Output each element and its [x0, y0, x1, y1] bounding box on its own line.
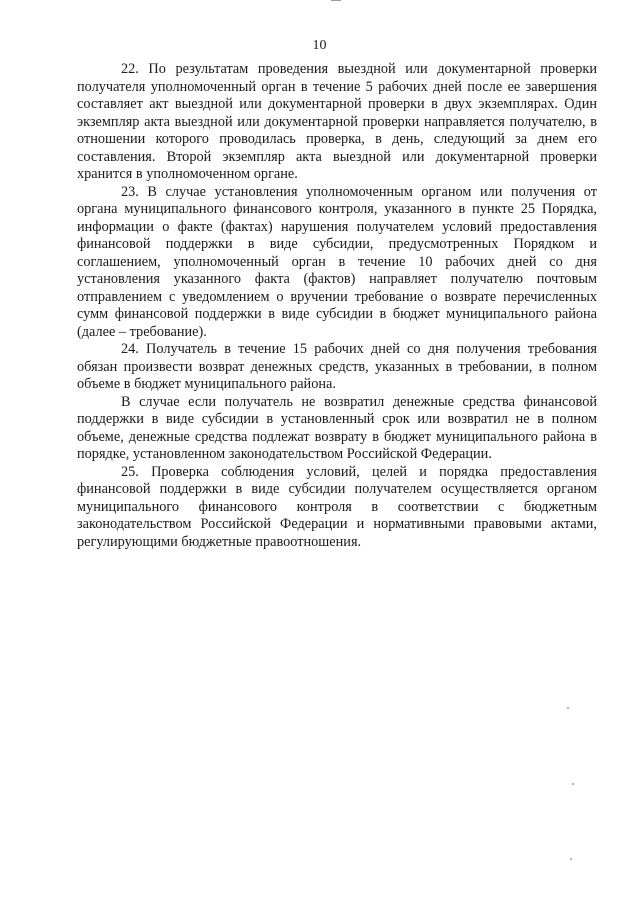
document-body: [77, 61, 597, 551]
paragraph-22: 22. По результатам проведения выездной или документарной проверки получателя уполномоченный орган в течение 5 рабочих дней после ее завершения составляет акт выездной или документарной проверки в двух экземплярах. Один экземпляр акта выездной или документарной проверки направляется получателю, в отношении которого проводилась проверка, в день, следующий за днем его составления. Второй экземпляр акта выездной или документарной проверки хранится в уполномоченном органе.: [77, 61, 597, 182]
paragraph-24-continuation: В случае если получатель не возвратил денежные средства финансовой поддержки в виде субсидии в установленный срок или возвратил не в полном объеме, денежные средства подлежат возврату в бюджет муниципального района в порядке, установленном законодательством Российской Федерации.: [77, 393, 597, 462]
paragraph-24: 24. Получатель в течение 15 рабочих дней со дня получения требования обязан произвести возврат денежных средств, указанных в требовании, в полном объеме в бюджет муниципального района.: [77, 341, 597, 392]
scan-mark: [331, 0, 341, 1]
scan-speck: [572, 783, 574, 785]
page-number: 10: [312, 38, 327, 53]
paragraph-23: 23. В случае установления уполномоченным органом или получения от органа муниципального финансового контроля, указанного в пункте 25 Порядка, информации о факте (фактах) нарушения получателем условий предоставления финансовой поддержки в виде субсидии, предусмотренных Порядком и соглашением, уполномоченный орган в течение 10 рабочих дней со дня установления указанного факта (фактов) направляет получателю почтовым отправлением с уведомлением о вручении требование о возврате перечисленных сумм финансовой поддержки в виде субсидии в бюджет муниципального района (далее – требование).: [77, 183, 597, 340]
scan-speck: [567, 707, 569, 709]
scan-speck: [570, 858, 572, 860]
paragraph-25: 25. Проверка соблюдения условий, целей и порядка предоставления финансовой поддержки в виде субсидии получателем осуществляется органом муниципального финансового контроля в соответствии с бюджетным законодательством Российской Федерации и нормативными правовыми актами, регулирующими бюджетные правоотношения.: [77, 463, 597, 550]
